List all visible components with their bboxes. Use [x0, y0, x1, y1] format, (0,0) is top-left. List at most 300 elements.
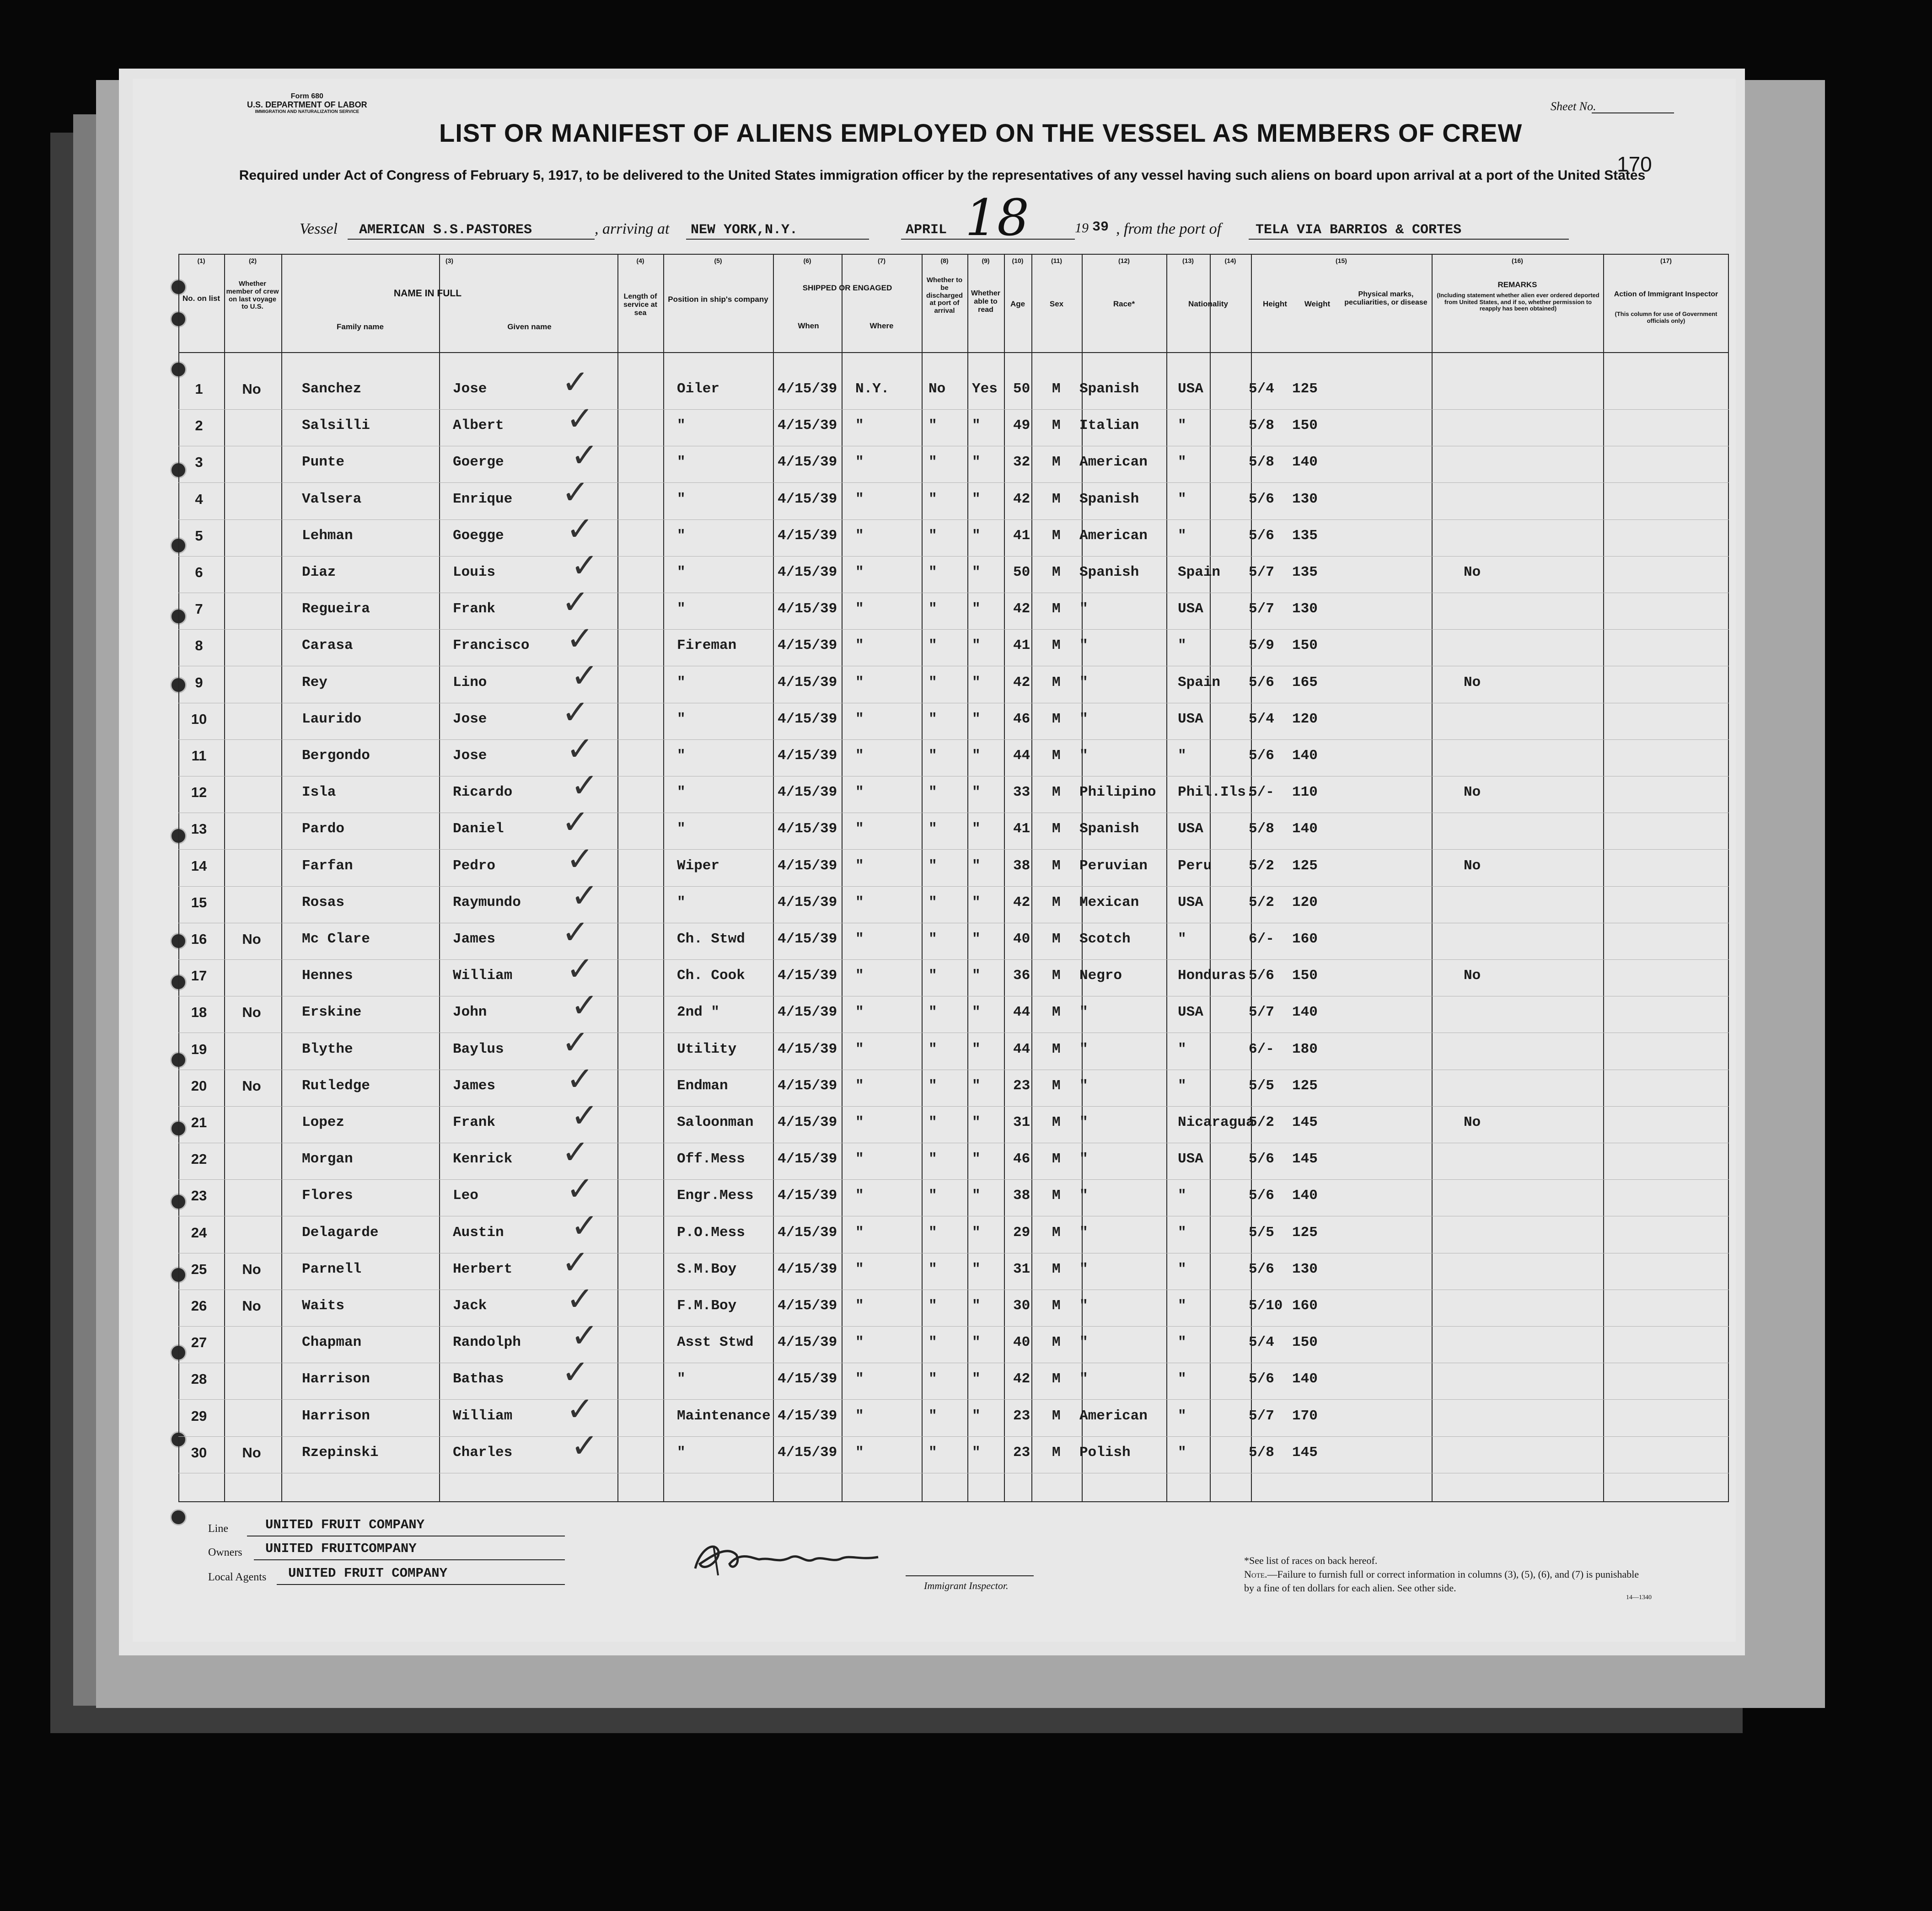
shipped-when: 4/15/39	[778, 1261, 837, 1277]
position: "	[677, 527, 686, 544]
family-name: Regueira	[302, 601, 370, 617]
age: 42	[1013, 601, 1030, 617]
year-prefix: 19	[1075, 220, 1089, 236]
table-row	[178, 472, 1729, 519]
column-number: (17)	[1660, 257, 1672, 264]
header-length-service: Length of service at sea	[623, 293, 657, 317]
inspector-signature	[686, 1532, 906, 1582]
header-able-read: Whether able to read	[971, 289, 1000, 314]
shipped-where: "	[855, 931, 864, 947]
nationality: Spain	[1178, 674, 1221, 691]
race: "	[1079, 1371, 1088, 1387]
given-name: James	[453, 931, 496, 947]
race: "	[1079, 1004, 1088, 1021]
position: Oiler	[677, 381, 720, 397]
from-port-underline	[1249, 239, 1569, 240]
owners-label: Owners	[208, 1547, 242, 1558]
given-name: Louis	[453, 564, 496, 580]
discharged: "	[928, 1004, 937, 1021]
table-row	[178, 509, 1729, 555]
arrival-port: NEW YORK,N.Y.	[691, 222, 798, 238]
header-discharged: Whether to be discharged at port of arrival	[926, 276, 963, 315]
check-mark: ✓	[571, 876, 599, 915]
position: "	[677, 564, 686, 580]
weight: 180	[1292, 1041, 1318, 1057]
shipped-where: "	[855, 894, 864, 910]
note-text: —Failure to furnish full or correct information in columns (3), (5), (6), and (7) is punishable by a fine of ten dollars for each alien. See other side.	[1244, 1568, 1639, 1594]
shipped-when: 4/15/39	[778, 1408, 837, 1424]
given-name: Leo	[453, 1188, 478, 1204]
able-to-read: "	[972, 857, 981, 874]
weight: 150	[1292, 418, 1318, 434]
row-rule	[178, 959, 1729, 960]
table-row	[178, 436, 1729, 482]
given-name: Lino	[453, 674, 487, 691]
position: P.O.Mess	[677, 1224, 745, 1241]
row-number: 18	[191, 1004, 207, 1021]
shipped-where: "	[855, 601, 864, 617]
table-row	[178, 766, 1729, 812]
nationality: "	[1178, 491, 1186, 507]
height: 5/6	[1249, 748, 1274, 764]
able-to-read: "	[972, 527, 981, 544]
check-mark: ✓	[571, 656, 599, 695]
race: Italian	[1079, 418, 1139, 434]
row-number: 13	[191, 821, 207, 837]
weight: 125	[1292, 1224, 1318, 1241]
shipped-when: 4/15/39	[778, 784, 837, 801]
discharged: "	[928, 857, 937, 874]
shipped-when: 4/15/39	[778, 1224, 837, 1241]
nationality: "	[1178, 1334, 1186, 1351]
header-name-in-full: NAME IN FULL	[393, 288, 462, 299]
note-label: Note.	[1244, 1568, 1267, 1580]
line-value: UNITED FRUIT COMPANY	[265, 1517, 425, 1532]
sex: M	[1052, 968, 1061, 984]
discharged: "	[928, 454, 937, 471]
nationality: USA	[1178, 711, 1203, 727]
sheet-number-line	[1592, 112, 1674, 113]
weight: 140	[1292, 821, 1318, 837]
family-name: Harrison	[302, 1408, 370, 1424]
able-to-read: "	[972, 784, 981, 801]
age: 49	[1013, 418, 1030, 434]
column-number: (11)	[1051, 257, 1063, 264]
discharged: "	[928, 1077, 937, 1094]
column-number: (13)	[1182, 257, 1194, 264]
sex: M	[1052, 711, 1061, 727]
nationality: USA	[1178, 1151, 1203, 1167]
age: 38	[1013, 857, 1030, 874]
nationality: USA	[1178, 601, 1203, 617]
able-to-read: "	[972, 1004, 981, 1021]
owners-underline	[254, 1559, 565, 1560]
column-number: (5)	[714, 257, 722, 264]
check-mark: ✓	[566, 949, 594, 988]
discharged: "	[928, 1371, 937, 1387]
weight: 125	[1292, 1077, 1318, 1094]
weight: 135	[1292, 527, 1318, 544]
discharged: "	[928, 784, 937, 801]
check-mark: ✓	[562, 1242, 590, 1281]
age: 44	[1013, 1004, 1030, 1021]
header-weight: Weight	[1304, 300, 1331, 308]
check-mark: ✓	[562, 913, 590, 951]
nationality: "	[1178, 1188, 1186, 1204]
age: 42	[1013, 1371, 1030, 1387]
height: 5/2	[1249, 894, 1274, 910]
able-to-read: "	[972, 418, 981, 434]
given-name: Baylus	[453, 1041, 504, 1057]
shipped-where: "	[855, 454, 864, 471]
family-name: Laurido	[302, 711, 362, 727]
able-to-read: "	[972, 1188, 981, 1204]
table-row	[178, 1316, 1729, 1362]
vessel-underline	[348, 239, 595, 240]
discharged: "	[928, 894, 937, 910]
header-height: Height	[1263, 300, 1287, 308]
discharged: "	[928, 821, 937, 837]
given-name: Daniel	[453, 821, 504, 837]
sheet-label: Sheet No.	[1551, 100, 1596, 113]
able-to-read: "	[972, 637, 981, 654]
able-to-read: "	[972, 1444, 981, 1461]
sex: M	[1052, 1444, 1061, 1461]
family-name: Mc Clare	[302, 931, 370, 947]
discharged: "	[928, 637, 937, 654]
table-row	[178, 1133, 1729, 1178]
row-number: 10	[191, 711, 207, 727]
height: 5/10	[1249, 1298, 1283, 1314]
able-to-read: "	[972, 1041, 981, 1057]
shipped-when: 4/15/39	[778, 637, 837, 654]
race: "	[1079, 637, 1088, 654]
check-mark: ✓	[566, 1059, 594, 1098]
race: Scotch	[1079, 931, 1131, 947]
shipped-where: "	[855, 491, 864, 507]
weight: 140	[1292, 454, 1318, 471]
shipped-where: "	[855, 748, 864, 764]
nationality: "	[1178, 1408, 1186, 1424]
discharged: "	[928, 1151, 937, 1167]
shipped-when: 4/15/39	[778, 1371, 837, 1387]
given-name: Jose	[453, 711, 487, 727]
able-to-read: "	[972, 968, 981, 984]
given-name: Ricardo	[453, 784, 513, 801]
able-to-read: "	[972, 674, 981, 691]
column-number: (14)	[1224, 257, 1236, 264]
row-number: 28	[191, 1371, 207, 1387]
given-name: Jack	[453, 1298, 487, 1314]
sex: M	[1052, 418, 1061, 434]
shipped-where: "	[855, 527, 864, 544]
header-age: Age	[1010, 300, 1025, 308]
position: "	[677, 784, 686, 801]
discharged: "	[928, 491, 937, 507]
shipped-where: "	[855, 784, 864, 801]
age: 29	[1013, 1224, 1030, 1241]
shipped-when: 4/15/39	[778, 1444, 837, 1461]
age: 23	[1013, 1444, 1030, 1461]
check-mark: ✓	[566, 1389, 594, 1428]
position: "	[677, 1444, 686, 1461]
nationality: "	[1178, 1371, 1186, 1387]
position: Fireman	[677, 637, 737, 654]
family-name: Erskine	[302, 1004, 362, 1021]
shipped-when: 4/15/39	[778, 1298, 837, 1314]
vessel-label: Vessel	[300, 220, 338, 237]
table-row	[178, 1426, 1729, 1472]
height: 5/2	[1249, 1114, 1274, 1130]
discharged: "	[928, 711, 937, 727]
height: 5/7	[1249, 564, 1274, 580]
weight: 140	[1292, 748, 1318, 764]
weight: 130	[1292, 1261, 1318, 1277]
weight: 145	[1292, 1151, 1318, 1167]
race: "	[1079, 1077, 1088, 1094]
age: 31	[1013, 1114, 1030, 1130]
row-number: 5	[195, 527, 203, 544]
weight: 110	[1292, 784, 1318, 801]
row-number: 27	[191, 1334, 207, 1351]
row-rule	[178, 519, 1729, 520]
row-number: 16	[191, 931, 207, 947]
discharged: "	[928, 1444, 937, 1461]
height: 5/7	[1249, 1408, 1274, 1424]
row-number: 22	[191, 1151, 207, 1167]
row-number: 12	[191, 784, 207, 801]
table-row	[178, 949, 1729, 995]
row-number: 29	[191, 1408, 207, 1424]
family-name: Waits	[302, 1298, 345, 1314]
row-number: 19	[191, 1041, 207, 1057]
shipped-when: 4/15/39	[778, 968, 837, 984]
check-mark: ✓	[571, 986, 599, 1025]
header-no-on-list: No. on list	[182, 294, 220, 303]
sex: M	[1052, 637, 1061, 654]
weight: 125	[1292, 381, 1318, 397]
table-row	[178, 1206, 1729, 1252]
height: 5/6	[1249, 674, 1274, 691]
height: 5/2	[1249, 857, 1274, 874]
row-rule	[178, 886, 1729, 887]
shipped-where: "	[855, 1298, 864, 1314]
column-number: (9)	[982, 257, 990, 264]
weight: 140	[1292, 1371, 1318, 1387]
row-rule	[178, 1326, 1729, 1327]
able-to-read: "	[972, 894, 981, 910]
prev-voyage: No	[242, 1004, 261, 1021]
nationality: Honduras	[1178, 968, 1246, 984]
position: "	[677, 418, 686, 434]
check-mark: ✓	[571, 1426, 599, 1465]
weight: 125	[1292, 857, 1318, 874]
header-action: Action of Immigrant Inspector	[1614, 290, 1718, 298]
shipped-where: "	[855, 1151, 864, 1167]
row-rule	[178, 629, 1729, 630]
height: 5/8	[1249, 454, 1274, 471]
family-name: Blythe	[302, 1041, 353, 1057]
weight: 140	[1292, 1188, 1318, 1204]
shipped-when: 4/15/39	[778, 1041, 837, 1057]
age: 23	[1013, 1408, 1030, 1424]
prev-voyage: No	[242, 1077, 261, 1094]
sex: M	[1052, 1041, 1061, 1057]
position: Maintenance	[677, 1408, 771, 1424]
check-mark: ✓	[571, 546, 599, 584]
discharged: "	[928, 674, 937, 691]
row-number: 6	[195, 564, 203, 580]
race: "	[1079, 601, 1088, 617]
nationality: "	[1178, 418, 1186, 434]
shipped-where: "	[855, 1188, 864, 1204]
shipped-when: 4/15/39	[778, 418, 837, 434]
table-row	[178, 692, 1729, 739]
family-name: Hennes	[302, 968, 353, 984]
able-to-read: "	[972, 821, 981, 837]
family-name: Rosas	[302, 894, 345, 910]
race: American	[1079, 454, 1148, 471]
given-name: Randolph	[453, 1334, 521, 1351]
sex: M	[1052, 784, 1061, 801]
family-name: Lopez	[302, 1114, 345, 1130]
weight: 130	[1292, 491, 1318, 507]
column-number: (6)	[803, 257, 811, 264]
position: "	[677, 601, 686, 617]
discharged: "	[928, 931, 937, 947]
nationality: "	[1178, 454, 1186, 471]
remarks: No	[1464, 564, 1481, 580]
header-remarks-note: (Including statement whether alien ever ordered deported from United States, and if so, whether permission to reapply has been obtained)	[1437, 292, 1599, 312]
column-number: (4)	[636, 257, 644, 264]
age: 42	[1013, 491, 1030, 507]
arriving-underline	[686, 239, 869, 240]
arrival-day-handwritten: 18	[965, 188, 1029, 247]
table-row	[178, 729, 1729, 775]
shipped-when: 4/15/39	[778, 527, 837, 544]
column-number: (7)	[877, 257, 886, 264]
row-rule	[178, 1399, 1729, 1400]
family-name: Delagarde	[302, 1224, 379, 1241]
sex: M	[1052, 1077, 1061, 1094]
discharged: "	[928, 968, 937, 984]
table-row	[178, 399, 1729, 445]
binder-hole	[170, 1509, 187, 1526]
sex: M	[1052, 491, 1061, 507]
height: 5/4	[1249, 711, 1274, 727]
sex: M	[1052, 674, 1061, 691]
column-number: (2)	[248, 257, 257, 264]
shipped-where: "	[855, 1371, 864, 1387]
shipped-when: 4/15/39	[778, 1077, 837, 1094]
shipped-when: 4/15/39	[778, 894, 837, 910]
nationality: "	[1178, 1444, 1186, 1461]
check-mark: ✓	[562, 472, 590, 511]
height: 5/6	[1249, 527, 1274, 544]
page-number: 170	[1617, 152, 1652, 176]
family-name: Parnell	[302, 1261, 362, 1277]
remarks: No	[1464, 1114, 1481, 1130]
race: "	[1079, 1298, 1088, 1314]
family-name: Rey	[302, 674, 327, 691]
given-name: Jose	[453, 381, 487, 397]
discharged: "	[928, 1334, 937, 1351]
age: 36	[1013, 968, 1030, 984]
able-to-read: "	[972, 748, 981, 764]
age: 40	[1013, 1334, 1030, 1351]
family-name: Rutledge	[302, 1077, 370, 1094]
nationality: USA	[1178, 821, 1203, 837]
table-row	[178, 1059, 1729, 1105]
check-mark: ✓	[566, 399, 594, 438]
nationality: Spain	[1178, 564, 1221, 580]
check-mark: ✓	[562, 803, 590, 841]
table-row	[178, 619, 1729, 665]
weight: 145	[1292, 1444, 1318, 1461]
remarks: No	[1464, 784, 1481, 801]
prev-voyage: No	[242, 381, 261, 397]
table-row	[178, 363, 1729, 408]
given-name: Kenrick	[453, 1151, 513, 1167]
table-row	[178, 1389, 1729, 1435]
remarks: No	[1464, 968, 1481, 984]
sex: M	[1052, 1114, 1061, 1130]
height: 5/5	[1249, 1077, 1274, 1094]
remarks: No	[1464, 857, 1481, 874]
column-number: (1)	[197, 257, 205, 264]
arrival-month: APRIL	[906, 222, 947, 238]
race: "	[1079, 748, 1088, 764]
race: Polish	[1079, 1444, 1131, 1461]
check-mark: ✓	[571, 766, 599, 805]
race: "	[1079, 1041, 1088, 1057]
shipped-when: 4/15/39	[778, 1114, 837, 1130]
departure-port: TELA VIA BARRIOS & CORTES	[1256, 222, 1462, 238]
shipped-when: 4/15/39	[778, 748, 837, 764]
shipped-when: 4/15/39	[778, 821, 837, 837]
race: Peruvian	[1079, 857, 1148, 874]
family-name: Bergondo	[302, 748, 370, 764]
age: 32	[1013, 454, 1030, 471]
inspector-label: Immigrant Inspector.	[924, 1580, 1009, 1591]
check-mark: ✓	[566, 729, 594, 768]
nationality: "	[1178, 1298, 1186, 1314]
weight: 120	[1292, 711, 1318, 727]
table-row	[178, 1096, 1729, 1142]
race: American	[1079, 527, 1148, 544]
height: 6/-	[1249, 1041, 1274, 1057]
row-rule	[178, 556, 1729, 557]
race: "	[1079, 1334, 1088, 1351]
given-name: Jose	[453, 748, 487, 764]
shipped-when: 4/15/39	[778, 601, 837, 617]
check-mark: ✓	[566, 509, 594, 548]
weight: 120	[1292, 894, 1318, 910]
shipped-where: "	[855, 1444, 864, 1461]
row-number: 11	[191, 748, 207, 764]
discharged: "	[928, 1261, 937, 1277]
row-number: 15	[191, 894, 207, 910]
prev-voyage: No	[242, 1298, 261, 1314]
remarks: No	[1464, 674, 1481, 691]
height: 5/5	[1249, 1224, 1274, 1241]
weight: 150	[1292, 1334, 1318, 1351]
table-row	[178, 803, 1729, 848]
nationality: USA	[1178, 1004, 1203, 1021]
race: "	[1079, 1151, 1088, 1167]
prev-voyage: No	[242, 1444, 261, 1461]
prev-voyage: No	[242, 1261, 261, 1277]
